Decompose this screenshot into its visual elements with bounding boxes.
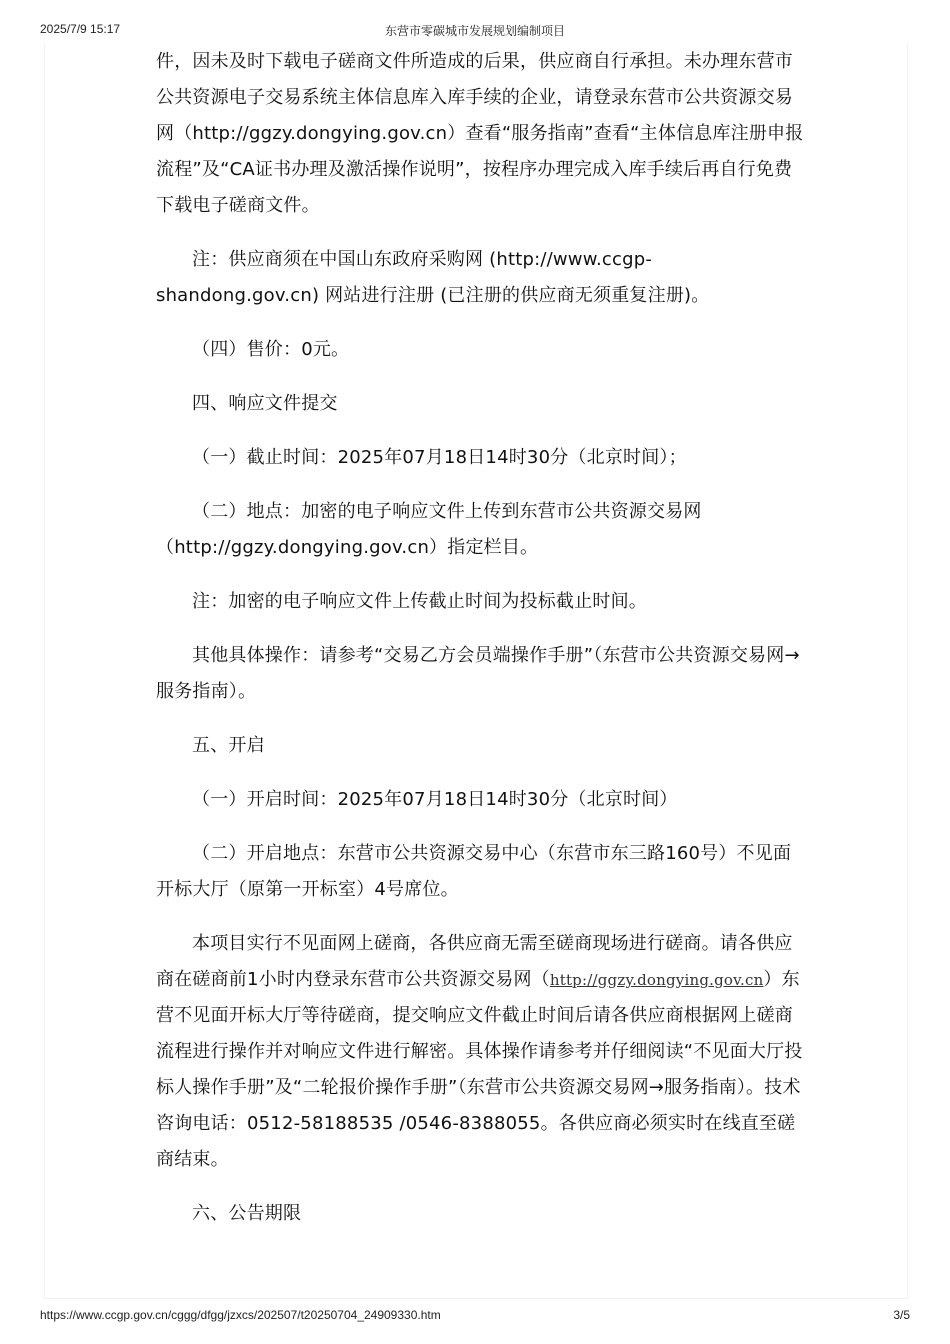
paragraph-registration-note: 注：供应商须在中国山东政府采购网 (http://www.ccgp-shandong.gov.cn) 网站进行注册 (已注册的供应商无须重复注册)。 <box>156 249 710 306</box>
paragraph-location: （二）地点：加密的电子响应文件上传到东营市公共资源交易网（http://ggzy.dongying.gov.cn）指定栏目。 <box>156 501 702 558</box>
paragraph-online-negotiation <box>156 926 808 1178</box>
paragraph-opening-location: （二）开启地点：东营市公共资源交易中心（东营市东三路160号）不见面开标大厅（原第一开标室）4号席位。 <box>156 843 792 900</box>
online-negotiation-text-b: ）东营不见面开标大厅等待磋商，提交响应文件截止时间后请各供应商根据网上磋商流程进行操作并对响应文件进行解密。具体操作请参考并仔细阅读“不见面大厅投标人操作手册”及“二轮报价操作手册”（东营市公共资源交易网→服务指南）。技术咨询电话：0512-58188535 /0546-8388055。各供应商必须实时在线直至磋商结束。 <box>156 969 803 1170</box>
section-heading-opening: 五、开启 <box>192 735 265 756</box>
paragraph-upload-note: 注：加密的电子响应文件上传截止时间为投标截止时间。 <box>192 591 647 612</box>
paragraph-download-notice: 件，因未及时下载电子磋商文件所造成的后果，供应商自行承担。未办理东营市公共资源电子交易系统主体信息库入库手续的企业，请登录东营市公共资源交易网（http://ggzy.dongying.gov.cn）查看“服务指南”查看“主体信息库注册申报流程”及“CA证书办理及激活操作说明”，按程序办理完成入库手续后再自行免费下载电子磋商文件。 <box>156 51 804 216</box>
section-heading-announcement-period: 六、公告期限 <box>192 1203 302 1224</box>
print-datetime: 2025/7/9 15:17 <box>40 22 121 36</box>
online-negotiation-text-a: 本项目实行不见面网上磋商，各供应商无需至磋商现场进行磋商。请各供应商在磋商前1小时内登录东营市公共资源交易网（ <box>156 933 793 990</box>
document-body <box>156 44 808 1250</box>
page-number: 3/5 <box>893 1308 910 1322</box>
print-url: https://www.ccgp.gov.cn/cggg/dfgg/jzxcs/202507/t20250704_24909330.htm <box>40 1308 441 1322</box>
print-header <box>0 22 950 38</box>
section-heading-submission: 四、响应文件提交 <box>192 393 338 414</box>
print-footer <box>0 1308 950 1324</box>
print-title: 东营市零碳城市发展规划编制项目 <box>384 24 565 38</box>
paragraph-opening-time: （一）开启时间：2025年07月18日14时30分（北京时间） <box>192 789 678 810</box>
paragraph-other-operations: 其他具体操作：请参考“交易乙方会员端操作手册”（东营市公共资源交易网→服务指南）。 <box>156 645 800 702</box>
paragraph-deadline: （一）截止时间：2025年07月18日14时30分（北京时间）； <box>192 447 687 468</box>
ggzy-dongying-link[interactable]: http://ggzy.dongying.gov.cn <box>549 971 764 989</box>
paragraph-price: （四）售价：0元。 <box>192 339 350 360</box>
